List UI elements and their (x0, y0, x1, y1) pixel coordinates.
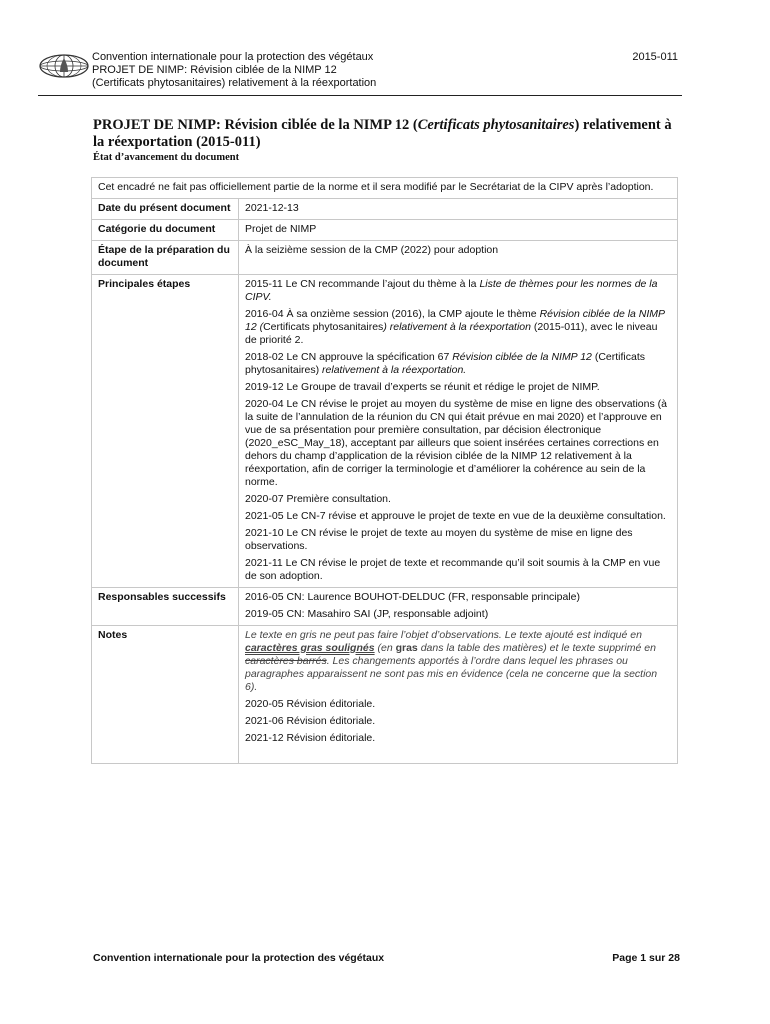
step-item: 2021-11 Le CN révise le projet de texte et recommande qu’il soit soumis à la CMP en vue de son adoption. (245, 557, 661, 582)
step-text-italic: ) relativement à la réexportation (383, 321, 531, 333)
notes-item: 2021-12 Révision éditoriale. (245, 732, 376, 744)
notes-text: dans la table des matières) et le texte supprimé en (417, 642, 656, 654)
step-text: (2015-011), avec le niveau de priorité 2. (245, 321, 658, 346)
step-text-italic: relativement à la réexportation. (319, 364, 467, 376)
date-row (92, 199, 678, 220)
document-subtitle: État d’avancement du document (93, 152, 240, 163)
title-part-2: Certificats phytosanitaires (417, 117, 575, 133)
document-title (93, 117, 683, 151)
header-line-3: (Certificats phytosanitaires) relativement à la réexportation (92, 77, 377, 89)
date-value: 2021-12-13 (239, 199, 678, 220)
header-line-1: Convention internationale pour la protection des végétaux (92, 51, 374, 63)
step-text: (Certificats phytosanitaires) (245, 351, 645, 376)
intro-row (92, 178, 678, 199)
step-text: 2018-02 Le CN approuve la spécification 67 (245, 351, 453, 363)
category-value: Projet de NIMP (239, 220, 678, 241)
step-text: 2015-11 Le CN recommande l’ajout du thème à la (245, 278, 480, 290)
steps-cell (239, 275, 678, 588)
notes-text: . Les changements apportés à l’ordre dans lequel les phrases ou paragraphes apparaissent ne sont pas mis en évidence (cela ne concerne que la section 6). (245, 655, 658, 693)
notes-strikethrough: caractères barrés (245, 655, 327, 667)
step-text-italic: Révision ciblée de la NIMP 12 (452, 351, 592, 363)
step-item (245, 351, 671, 377)
step-item: 2020-07 Première consultation. (245, 493, 391, 505)
page-footer (93, 952, 680, 964)
notes-row (92, 626, 678, 764)
notes-text: (en (374, 642, 396, 654)
step-item: 2021-10 Le CN révise le projet de texte au moyen du système de mise en ligne des observations. (245, 527, 633, 552)
responsible-item: 2016-05 CN: Laurence BOUHOT-DELDUC (FR, responsable principale) (245, 591, 580, 603)
title-part-3: ) relativement à la réexportation (2015-011) (93, 117, 672, 150)
steps-row (92, 275, 678, 588)
page-number: Page 1 sur 28 (612, 952, 680, 964)
intro-cell: Cet encadré ne fait pas officiellement partie de la norme et il sera modifié par le Secrétariat de la CIPV après l’adoption. (92, 178, 678, 199)
ippc-globe-logo-icon (38, 52, 90, 80)
notes-item: 2021-06 Révision éditoriale. (245, 715, 376, 727)
responsible-item: 2019-05 CN: Masahiro SAI (JP, responsable adjoint) (245, 608, 489, 620)
step-item (245, 278, 671, 304)
notes-bold-underlined: caractères gras soulignés (245, 642, 375, 654)
document-code: 2015-011 (632, 51, 678, 63)
notes-item: 2020-05 Révision éditoriale. (245, 698, 376, 710)
stage-value: À la seizième session de la CMP (2022) pour adoption (239, 241, 678, 275)
step-item (245, 308, 671, 347)
step-text: Certificats phytosanitaires (263, 321, 384, 333)
header-text (92, 51, 376, 90)
footer-left: Convention internationale pour la protection des végétaux (93, 952, 385, 964)
responsibles-cell (239, 588, 678, 626)
stage-label: Étape de la préparation du document (92, 241, 239, 275)
responsibles-row (92, 588, 678, 626)
category-label: Catégorie du document (92, 220, 239, 241)
header-line-2: PROJET DE NIMP: Révision ciblée de la NIMP 12 (92, 64, 337, 76)
notes-bold: gras (395, 642, 418, 654)
responsibles-label: Responsables successifs (92, 588, 239, 626)
step-text: 2016-04 À sa onzième session (2016), la CMP ajoute le thème (245, 308, 540, 320)
notes-text: Le texte en gris ne peut pas faire l’objet d’observations. Le texte ajouté est indiqué en (245, 629, 642, 641)
step-text-italic: Révision ciblée de la NIMP 12 ( (245, 308, 665, 333)
date-label: Date du présent document (92, 199, 239, 220)
page-header (38, 50, 682, 96)
step-item: 2021-05 Le CN-7 révise et approuve le projet de texte en vue de la deuxième consultation. (245, 510, 666, 522)
notes-item (245, 629, 671, 694)
notes-cell (239, 626, 678, 764)
notes-label: Notes (92, 626, 239, 764)
title-part-1: PROJET DE NIMP: Révision ciblée de la NIMP 12 ( (93, 117, 418, 133)
status-table (91, 177, 678, 764)
step-item: 2020-04 Le CN révise le projet au moyen du système de mise en ligne des observations (à la suite de l’annulation de la réunion du CN qui était prévue en mai 2020) et l’approuve en vue de sa présentation pour première consultation, par décision électronique (2020_eSC_May_18), acceptant par ailleurs que soient insérées certaines corrections en dehors du champ d’application de la révision ciblée de la NIMP 12 relativement à la réexportation, afin de corriger la terminologie et d’améliorer la cohérence au sein de la norme. (245, 398, 667, 488)
step-item: 2019-12 Le Groupe de travail d’experts se réunit et rédige le projet de NIMP. (245, 381, 600, 393)
steps-label: Principales étapes (92, 275, 239, 588)
stage-row (92, 241, 678, 275)
category-row (92, 220, 678, 241)
step-text-italic: Liste de thèmes pour les normes de la CIPV. (245, 278, 658, 303)
